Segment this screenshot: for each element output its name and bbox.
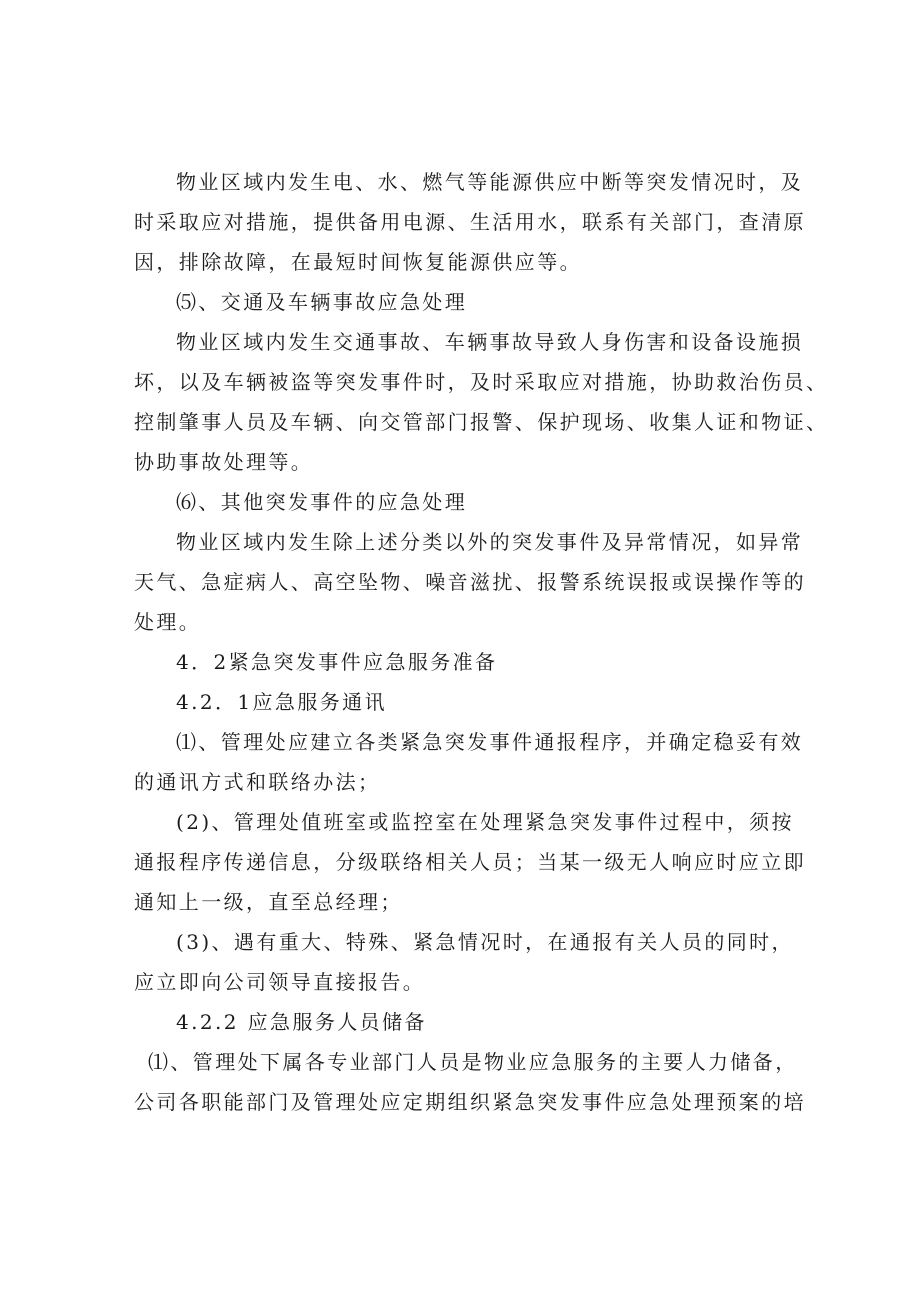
paragraph-energy-supply xyxy=(134,162,806,282)
text-line: 协助事故处理等。 xyxy=(134,450,314,474)
paragraph-staff-1 xyxy=(134,1042,806,1122)
paragraph-other xyxy=(134,522,806,642)
text-line: 坏，以及车辆被盗等突发事件时，及时采取应对措施，协助救治伤员、 xyxy=(134,370,829,394)
paragraph-traffic xyxy=(134,322,829,482)
document-body xyxy=(134,162,829,1122)
text-line: 物业区域内发生交通事故、车辆事故导致人身伤害和设备设施损 xyxy=(176,330,804,354)
heading-line: 4．2紧急突发事件应急服务准备 xyxy=(176,650,498,674)
section-heading-other xyxy=(134,482,800,522)
text-line: 公司各职能部门及管理处应定期组织紧急突发事件应急处理预案的培 xyxy=(134,1090,806,1114)
text-line: 的通讯方式和联络办法； xyxy=(134,770,381,794)
text-line: (2)、管理处值班室或监控室在处理紧急突发事件过程中，须按 xyxy=(176,810,794,834)
text-line: 通报程序传递信息，分级联络相关人员；当某一级无人响应时应立即 xyxy=(134,850,806,874)
text-line: 时采取应对措施，提供备用电源、生活用水，联系有关部门，查清原 xyxy=(134,210,806,234)
text-line: 天气、急症病人、高空坠物、噪音滋扰、报警系统误报或误操作等的 xyxy=(134,570,806,594)
text-line: 控制肇事人员及车辆、向交管部门报警、保护现场、收集人证和物证、 xyxy=(134,410,829,434)
heading-line: 4.2.2 应急服务人员储备 xyxy=(176,1010,427,1034)
text-line: 通知上一级，直至总经理； xyxy=(134,890,403,914)
section-heading-4-2-2 xyxy=(134,1002,800,1042)
heading-line: ⑹、其他突发事件的应急处理 xyxy=(176,490,468,514)
paragraph-comm-2 xyxy=(134,802,806,922)
text-line: 处理。 xyxy=(134,610,202,634)
heading-line: ⑸、交通及车辆事故应急处理 xyxy=(176,290,468,314)
heading-line: 4.2．1应急服务通讯 xyxy=(176,690,387,714)
paragraph-comm-3 xyxy=(134,922,800,1002)
text-line: 因，排除故障，在最短时间恢复能源供应等。 xyxy=(134,250,582,274)
section-heading-4-2 xyxy=(134,642,800,682)
text-line: 物业区域内发生电、水、燃气等能源供应中断等突发情况时，及 xyxy=(176,170,804,194)
section-heading-4-2-1 xyxy=(134,682,800,722)
text-line: ⑴、管理处应建立各类紧急突发事件通报程序，并确定稳妥有效 xyxy=(176,730,804,754)
text-line: 应立即向公司领导直接报告。 xyxy=(134,970,426,994)
section-heading-traffic xyxy=(134,282,800,322)
text-line: 物业区域内发生除上述分类以外的突发事件及异常情况，如异常 xyxy=(176,530,804,554)
text-line: (3)、遇有重大、特殊、紧急情况时，在通报有关人员的同时， xyxy=(176,930,794,954)
paragraph-comm-1 xyxy=(134,722,804,802)
text-line: ⑴、管理处下属各专业部门人员是物业应急服务的主要人力储备， xyxy=(148,1050,798,1074)
